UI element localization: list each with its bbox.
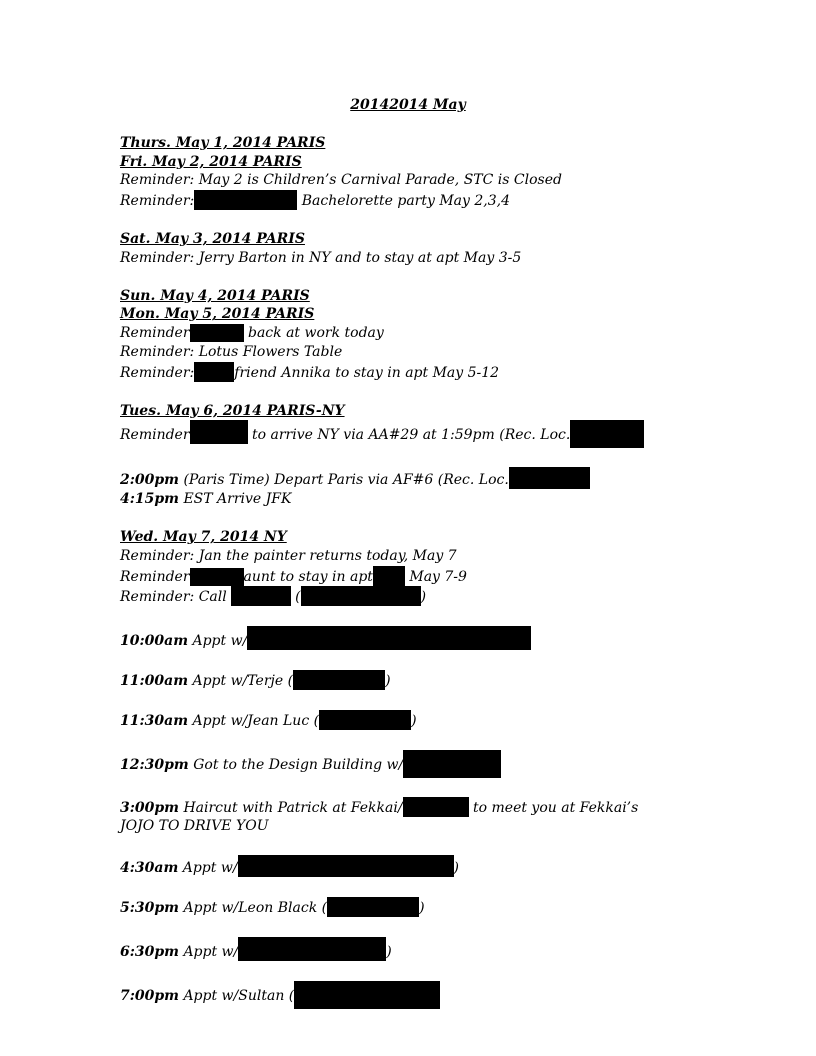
redaction-box [194,362,234,382]
appointment-text: Appt w/Terje ( [188,672,294,689]
redaction-box [231,586,291,606]
reminder-text: to arrive NY via AA#29 at 1:59pm (Rec. Loc. [247,427,571,444]
redaction-box [403,797,469,817]
appointment-text: Appt w/Jean Luc ( [188,712,320,729]
time-label: 2:00pm [120,472,179,489]
appointment-text: Appt w/ [188,633,248,650]
appointment-text: Appt w/ [179,943,239,960]
appointment-text: Appt w/Leon Black ( [179,899,328,916]
redaction-box [319,710,411,730]
date-heading-may-4: Sun. May 4, 2014 PARIS [120,287,310,304]
schedule-line [120,490,740,509]
appointment-line [120,710,740,731]
date-heading-may-6: Tues. May 6, 2014 PARIS-NY [120,402,345,419]
date-heading-may-3: Sat. May 3, 2014 PARIS [120,230,305,247]
appointment-line [120,937,740,962]
time-label: 7:00pm [120,987,179,1004]
reminder-text: ( [290,589,301,606]
reminder-label: Reminder [120,325,190,342]
time-label: 10:00am [120,633,189,650]
time-label: 11:30am [120,712,189,729]
redaction-box [190,324,244,342]
redaction-box [190,568,244,586]
time-label: 3:00pm [120,799,179,816]
redaction-box [570,420,644,448]
redaction-box [190,420,248,444]
reminder-text: friend Annika to stay in apt May 5-12 [234,364,500,381]
reminder-line [120,566,740,587]
reminder-text: ) [420,589,427,606]
appointment-line [120,855,740,878]
appointment-line [120,750,740,778]
calendar-document [120,96,740,1009]
appointment-text: ) [453,860,460,877]
reminder-line [120,586,740,607]
time-label: 12:30pm [120,756,189,773]
reminder-line [120,362,740,383]
redaction-box [247,626,531,650]
reminder-text: Bachelorette party May 2,3,4 [297,193,511,210]
time-label: 11:00am [120,672,189,689]
time-label: 4:30am [120,860,179,877]
schedule-text: (Paris Time) Depart Paris via AF#6 (Rec. Loc. [179,472,509,489]
reminder-label: Reminder: [120,193,195,210]
time-label: 6:30pm [120,943,179,960]
reminder-label: Reminder: Call [120,589,227,606]
appointment-text: Got to the Design Building w/ [188,756,404,773]
redaction-box [373,566,405,586]
reminder-text: aunt to stay in apt [243,568,373,585]
reminder-label: Reminder [120,568,190,585]
reminder-label: Reminder [120,427,190,444]
redaction-box [301,586,421,606]
redaction-box [194,190,297,210]
appointment-text: Appt w/Sultan ( [179,987,295,1004]
appointment-text: Appt w/ [178,860,238,877]
time-label: 5:30pm [120,899,179,916]
redaction-box [238,855,454,877]
page-title: 20142014 May [350,97,466,113]
date-heading-may-2: Fri. May 2, 2014 PARIS [120,153,302,170]
redaction-box [238,937,386,961]
redaction-box [509,467,590,489]
appointment-line [120,670,740,691]
schedule-text: EST Arrive JFK [179,491,292,508]
date-heading-may-5: Mon. May 5, 2014 PARIS [120,306,315,323]
redaction-box [403,750,501,778]
appointment-text: to meet you at Fekkai’s [468,799,639,816]
appointment-line [120,626,740,651]
redaction-box [293,670,385,690]
appointment-text: ) [385,672,391,689]
schedule-line [120,467,740,490]
appointment-text: Haircut with Patrick at Fekkai/ [179,799,403,816]
appointment-text: ) [411,712,417,729]
reminder-label: Reminder: [120,364,195,381]
reminder-line: Reminder: Lotus Flowers Table [120,343,343,360]
reminder-text: May 7-9 [404,568,467,585]
reminder-line: Reminder: May 2 is Children’s Carnival Parade, STC is Closed [120,172,562,189]
time-label: 4:15pm [120,491,179,508]
appointment-line [120,897,740,918]
reminder-text: back at work today [243,325,384,342]
redaction-box [294,981,440,1009]
appointment-text: ) [386,943,392,960]
appointment-text: ) [419,899,425,916]
reminder-line [120,420,740,448]
date-heading-may-7: Wed. May 7, 2014 NY [120,528,287,545]
appointment-line [120,797,740,818]
reminder-line: Reminder: Jerry Barton in NY and to stay at apt May 3-5 [120,249,522,266]
date-heading-may-1: Thurs. May 1, 2014 PARIS [120,134,326,151]
reminder-line [120,324,740,343]
reminder-line [120,190,740,211]
redaction-box [327,897,419,917]
appointment-note: JOJO TO DRIVE YOU [120,818,269,835]
appointment-line [120,981,740,1009]
reminder-line: Reminder: Jan the painter returns today, May 7 [120,547,457,564]
